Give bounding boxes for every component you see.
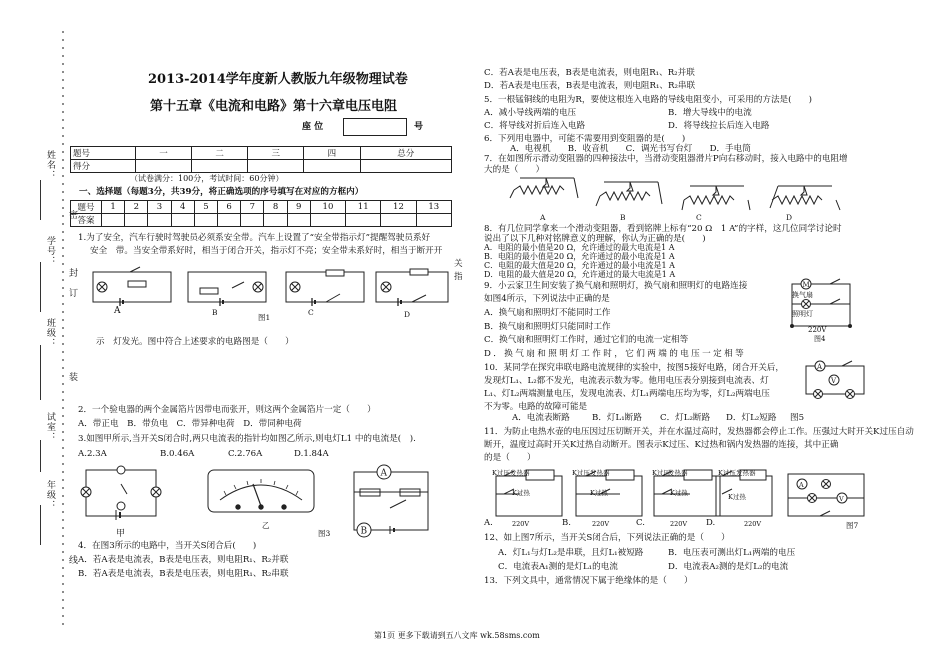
q10-line1: 10．某同学在探究串联电路电流规律的实验中，按图5接好电路，闭合开关后， (484, 363, 784, 373)
sidebar-class-label: 班级： (45, 318, 55, 348)
q9-option-b: B．换气扇和照明灯只能同时工作 (484, 322, 611, 332)
q10-line2: 发现灯L₁、L₂都不发光，电流表示数为零。他用电压表分别接到电流表、灯 (484, 376, 769, 386)
answer-header-cell: 6 (218, 201, 241, 214)
q9-option-a: A．换气扇和照明灯不能同时工作 (484, 308, 611, 318)
paper-subtitle: 第十五章《电流和电路》第十六章电压电阻 (150, 99, 398, 114)
q3-option-b: B.0.46A (160, 449, 195, 459)
answer-header-cell: 7 (241, 201, 264, 214)
seal-word-3: 订 (67, 288, 77, 298)
q9-fig-volt: 220V (808, 326, 827, 334)
q11-d-heater: 发热器 (736, 469, 756, 477)
score-cell[interactable] (248, 160, 304, 173)
q12-option-c: C．电流表A₁测的是灯L₁的电流 (498, 562, 618, 572)
q11-line3: 的是（ ） (484, 453, 536, 463)
q8-option-d: D．电阻的最大值是20 Ω，允许通过的最大电流是1 A (484, 270, 676, 279)
score-cell[interactable] (192, 160, 248, 173)
q13-stem: 13．下列文具中，通常情况下属于绝缘体的是（ ） (484, 576, 693, 586)
q4-option-c: C．若A表是电压表，B表是电流表，则电阻R₁、R₂并联 (484, 68, 695, 78)
q7-rheostat-b (596, 182, 662, 206)
answer-header-cell: 10 (310, 201, 345, 214)
q6-options: A．电视机 B．收音机 C．调光书写台灯 D．手电筒 (510, 144, 751, 154)
q10-line3: L₁、灯L₂两端测量电压，发现电流表、灯L₁两端电压均为零，灯L₂两端电压 (484, 389, 770, 399)
answer-table (70, 200, 452, 227)
q5-stem: 5．一根锰铜线的电阻为R，要使这根连入电路的导线电阻变小，可采用的方法是( ) (484, 95, 813, 105)
paper-title: 2013-2014学年度新人教版九年级物理试卷 (148, 72, 408, 87)
exam-no-underline (40, 262, 41, 312)
q11-c-kheat: K过热 (670, 489, 688, 497)
q11-a-kheat: K过热 (512, 489, 530, 497)
q9-fig-fan: 换气扇 (792, 291, 813, 299)
q11-b-kheat: K过热 (590, 489, 608, 497)
q1-circuit-d (376, 269, 448, 306)
page-footer: 第1页 更多下载请到五八文库 wk.58sms.com (374, 631, 540, 640)
answer-cell[interactable] (310, 214, 345, 227)
answer-cell[interactable] (287, 214, 310, 227)
q8-option-c: C．电阻的最大值是20 Ω，允许通过的最小电流是1 A (484, 261, 675, 270)
q12-stem: 12、如上图7所示，当开关S闭合后，下列说法正确的是（ ） (484, 533, 730, 543)
q8-stem-line1: 8．有几位同学拿来一个滑动变阻器，看到铭牌上标有“20 Ω 1 A”的字样，这几位同学讨论时 (484, 224, 842, 234)
q7-label-d: D (786, 213, 793, 222)
class-underline (40, 345, 41, 400)
answer-header-cell: 3 (148, 201, 171, 214)
sidebar-grade-label: 年级： (45, 480, 55, 510)
q1-circuit-a (93, 267, 171, 306)
answer-cell[interactable] (264, 214, 287, 227)
score-header-cell: 一 (136, 147, 192, 160)
q7-rheostat-a (510, 178, 578, 198)
score-header-cell: 三 (248, 147, 304, 160)
grade-underline (40, 505, 41, 545)
q11-label-c: C. (636, 518, 645, 528)
q3-jia-label: 甲 (116, 529, 126, 539)
answer-row-label: 答案 (71, 214, 102, 227)
q3-circuit-jia (76, 462, 166, 522)
q11-b-volt: 220V (592, 520, 610, 528)
answer-cell[interactable] (381, 214, 416, 227)
seal-word-1: 密 (67, 210, 77, 220)
q7-rheostat-figures (508, 170, 848, 218)
q11-label-a: A. (484, 518, 493, 528)
q3-option-a: A.2.3A (78, 449, 107, 459)
name-underline (40, 180, 41, 220)
svg-text:V: V (839, 495, 844, 503)
q7-label-b: B (620, 213, 626, 222)
q3-stem: 3.如图甲所示,当开关S闭合时,两只电流表的指针均如图乙所示,则电灯L1 中的电流是( ). (78, 434, 416, 444)
q4-option-a: A．若A表是电流表，B表是电压表，则电阻R₁、R₂并联 (78, 555, 289, 565)
section1-heading: 一、选择题（每题3分，共39分，将正确选项的序号填写在对应的方框内） (79, 187, 364, 197)
q11-d-kpress: K过压 (718, 469, 736, 477)
q3-option-d: D.1.84A (294, 449, 329, 459)
score-header-cell: 题号 (71, 147, 136, 160)
seal-word-4: 装 (67, 372, 77, 382)
score-row-label: 得分 (71, 160, 136, 173)
sidebar-name-label: 姓名： (45, 150, 55, 180)
binding-dotted-line (62, 28, 64, 628)
answer-cell[interactable] (194, 214, 217, 227)
q9-fig-caption: 图4 (814, 335, 826, 343)
q7-rheostat-d (770, 186, 840, 210)
q6-stem: 6．下列用电器中，可能不需要用到变阻器的是( ) (484, 134, 686, 144)
answer-cell[interactable] (346, 214, 381, 227)
answer-header-cell: 13 (416, 201, 451, 214)
q4-stem: 4．在图3所示的电路中，当开关S闭合后( ) (78, 541, 257, 551)
q1-line2: 安全 带。当安全带系好时，相当于闭合开关，指示灯不亮；安全带未系好时，相当于断开开 (90, 246, 443, 256)
q7-stem-line1: 7．在如图所示滑动变阻器的四种接法中，当滑动变阻器滑片P向右移动时，接入电路中的电阻增 (484, 154, 848, 164)
q10-option-c: C．灯L₂断路 (660, 413, 711, 423)
q10-option-d: D．灯L₂短路 (726, 413, 777, 423)
q1-line1: 1.为了安全，汽车行驶时驾驶员必须系安全带。汽车上设置了“安全带指示灯”提醒驾驶员系好 (78, 233, 431, 243)
score-cell[interactable] (136, 160, 192, 173)
q1-option-c: C (308, 308, 314, 317)
q7-stem-line2: 大的是（ ） (484, 165, 545, 175)
svg-text:A: A (799, 481, 804, 489)
svg-text:V: V (831, 377, 837, 385)
q11-label-b: B. (562, 518, 571, 528)
q8-stem-line2: 说出了以下几种对铭牌意义的理解，你认为正确的是( ) (484, 234, 706, 244)
q11-b-kpress: K过压 (572, 469, 590, 477)
answer-header-cell: 8 (264, 201, 287, 214)
answer-cell[interactable] (241, 214, 264, 227)
q7-label-c: C (696, 213, 702, 222)
q10-option-a: A．电流表断路 (512, 413, 570, 423)
q5-option-d: D．将导线拉长后连入电路 (668, 121, 770, 131)
answer-cell[interactable] (218, 214, 241, 227)
q1-tail2: 指 (454, 272, 463, 282)
room-underline (40, 440, 41, 472)
svg-text:B: B (360, 526, 368, 537)
q11-c-heater: 发热器 (668, 469, 688, 477)
q2-stem: 2．一个验电器的两个金属箔片因带电而张开，则这两个金属箔片一定（ ） (78, 405, 376, 415)
q10-option-b: B．灯L₁断路 (592, 413, 642, 423)
q4-option-b: B．若A表是电流表，B表是电压表，则电阻R₁、R₂串联 (78, 569, 289, 579)
q5-option-b: B．增大导线中的电流 (668, 108, 752, 118)
q11-line2: 断开，温度过高时开关K过热自动断开。图表示K过压、K过热和锅内发热器的连接，其中正确 (484, 440, 839, 450)
q7-rheostat-c (682, 186, 750, 210)
score-header-cell: 二 (192, 147, 248, 160)
q1-option-b: B (212, 308, 218, 317)
sidebar-exam-no-label: 学号： (45, 236, 55, 266)
answer-header-cell: 4 (171, 201, 194, 214)
q4-circuit (336, 456, 436, 540)
q2-options: A．带正电 B．带负电 C．带异种电荷 D．带同种电荷 (78, 419, 302, 429)
seat-label: 座 位 (302, 122, 324, 132)
q11-d-volt: 220V (744, 520, 762, 528)
q1-line3: 示 灯发光。图中符合上述要求的电路图是（ ） (96, 337, 294, 347)
q5-option-c: C．将导线对折后连入电路 (484, 121, 586, 131)
q9-stem-line1: 9．小云家卫生间安装了换气扇和照明灯，换气扇和照明灯的电路连接 (484, 281, 748, 291)
q9-option-d: D．换气扇和照明灯工作时，它们两端的电压一定相等 (484, 349, 747, 359)
q11-c-volt: 220V (670, 520, 688, 528)
q11-a-volt: 220V (512, 520, 530, 528)
q11-a-heater: 发热器 (510, 469, 530, 477)
q3-ammeter-dial (206, 468, 316, 514)
q10-line4: 不为零。电路的故障可能是 (484, 402, 588, 412)
q11-line1: 11．为防止电热水壶的电压因过压切断开关，并在水温过高时，发热器都会停止工作。压强过大时开关K过压自动 (484, 427, 914, 437)
svg-text:A: A (817, 363, 823, 371)
q12-option-b: B．电压表可测出灯L₁两端的电压 (668, 548, 796, 558)
answer-cell[interactable] (416, 214, 451, 227)
q3-option-c: C.2.76A (228, 449, 263, 459)
q9-stem-line2: 如图4所示，下列说法中正确的是 (484, 294, 610, 304)
answer-header-cell: 5 (194, 201, 217, 214)
q8-option-b: B．电阻的最小值是20 Ω，允许通过的最小电流是1 A (484, 252, 675, 261)
q9-fig-light: 照明灯 (792, 310, 813, 318)
q12-fig-caption: 图7 (846, 521, 859, 530)
q1-option-a: A (114, 306, 121, 316)
q5-option-a: A．减小导线两端的电压 (484, 108, 577, 118)
q12-circuit (788, 474, 864, 516)
answer-header-cell: 9 (287, 201, 310, 214)
q1-circuit-b (188, 272, 266, 306)
answer-cell[interactable] (125, 214, 148, 227)
q9-option-c: C．换气扇和照明灯工作时，通过它们的电流一定相等 (484, 335, 689, 345)
q3-fig3-caption: 图3 (318, 529, 331, 538)
answer-header-cell: 12 (381, 201, 416, 214)
q11-a-kpress: K过压 (492, 469, 510, 477)
answer-cell[interactable] (148, 214, 171, 227)
seal-word-2: 封 (67, 268, 77, 278)
sidebar-room-label: 试室： (45, 412, 55, 442)
q11-b-heater: 发热器 (590, 469, 610, 477)
score-header-cell: 总分 (360, 147, 452, 160)
q11-c-kpress: K过压 (652, 469, 670, 477)
score-cell[interactable] (304, 160, 360, 173)
q1-fig-caption: 图1 (258, 313, 271, 322)
answer-header-cell: 1 (102, 201, 125, 214)
score-header-cell: 四 (304, 147, 360, 160)
seat-number-box[interactable] (343, 118, 407, 136)
answer-cell[interactable] (171, 214, 194, 227)
q11-label-d: D. (706, 518, 716, 528)
exam-meta: （试卷满分：100分，考试时间：60分钟） (130, 174, 284, 183)
q1-option-d: D (404, 310, 411, 319)
seat-suffix: 号 (414, 122, 424, 132)
q4-option-d: D．若A表是电压表，B表是电流表，则电阻R₁、R₂串联 (484, 81, 696, 91)
q12-option-d: D．电流表A₂测的是灯L₂的电流 (668, 562, 789, 572)
q10-fig-caption: 图5 (790, 413, 805, 423)
answer-header-cell: 11 (346, 201, 381, 214)
svg-text:M: M (802, 281, 810, 289)
q3-yi-label: 乙 (262, 521, 270, 530)
q1-tail1: 关 (454, 259, 463, 269)
q10-circuit (800, 356, 870, 404)
score-cell[interactable] (360, 160, 452, 173)
q7-label-a: A (540, 213, 546, 222)
score-table (70, 146, 452, 173)
q1-circuit-c (286, 270, 364, 306)
answer-header-cell: 2 (125, 201, 148, 214)
q11-d-kheat: K过热 (728, 493, 746, 501)
svg-text:A: A (380, 468, 387, 479)
q12-option-a: A．灯L₁与灯L₂是串联，且灯L₁被短路 (498, 548, 644, 558)
answer-header-cell: 题号 (71, 201, 102, 214)
q8-option-a: A．电阻的最小值是20 Ω，允许通过的最大电流是1 A (484, 243, 675, 252)
seal-word-line: 线 (67, 555, 77, 565)
answer-cell[interactable] (102, 214, 125, 227)
